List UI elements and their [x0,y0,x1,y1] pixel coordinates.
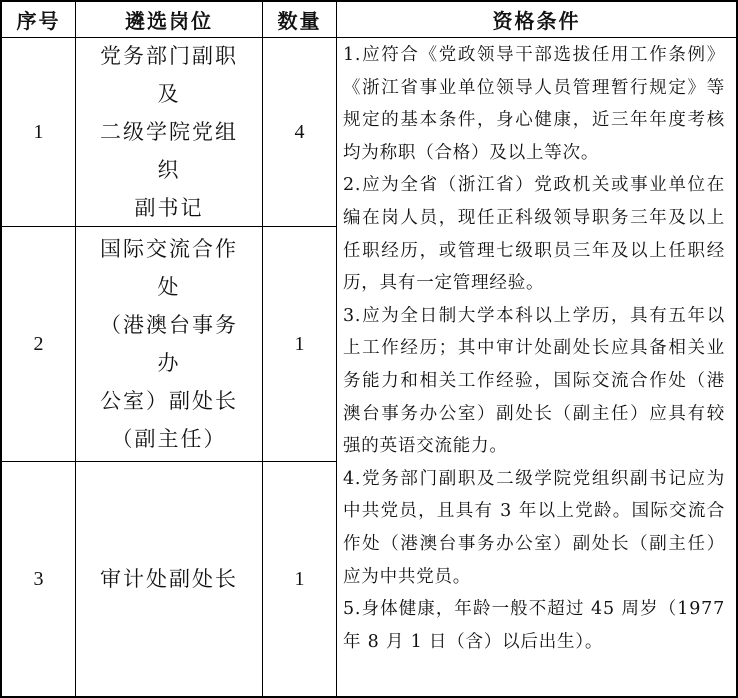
header-seq: 序号 [16,9,61,33]
row-2-count: 1 [294,332,305,355]
header-position: 遴选岗位 [125,9,213,33]
header-count: 数量 [277,9,322,33]
row-1-seq: 1 [33,120,44,143]
row-3-seq: 3 [33,567,44,590]
row-2-position-line: （港澳台事务办 [100,313,238,375]
row-1-count: 4 [294,120,305,143]
row-3-count: 1 [294,567,305,590]
requirement-item: 1.应符合《党政领导干部选拔任用工作条例》《浙江省事业单位领导人员管理暂行规定》等规定的基本条件，身心健康，近三年年度考核均为称职（合格）及以上等次。 [343,45,725,163]
row-1-position-line: 二级学院党组织 [100,120,238,182]
header-requirements: 资格条件 [492,9,581,33]
row-1-position-line: 副书记 [134,196,204,220]
row-3-position-line: 审计处副处长 [100,567,238,591]
row-2-position [76,227,262,461]
row-2-position-line: 国际交流合作处 [100,237,238,299]
row-2-position-line: 公室）副处长 [100,389,238,413]
requirement-item: 4.党务部门副职及二级学院党组织副书记应为中共党员，且具有 3 年以上党龄。国际交流合作处（港澳台事务办公室）副处长（副主任）应为中共党员。 [343,468,725,587]
row-1-position [76,38,262,226]
row-1-position-line: 党务部门副职及 [100,44,238,106]
requirement-item: 2.应为全省（浙江省）党政机关或事业单位在编在岗人员，现任正科级领导职务三年及以上任职经历，或管理七级职员三年及以上任职经历，具有一定管理经验。 [343,175,725,294]
requirement-item: 3.应为全日制大学本科以上学历，具有五年以上工作经历；其中审计处副处长应具备相关业务能力和相关工作经验，国际交流合作处（港澳台事务办公室）副处长（副主任）应具有较强的英语交流能力。 [343,305,725,457]
requirements-cell [337,38,735,696]
row-2-position-line: （副主任） [111,427,227,451]
row-3-position [76,462,262,696]
requirement-item: 5.身体健康，年龄一般不超过 45 周岁（1977 年 8 月 1 日（含）以后出生）。 [343,599,726,652]
row-2-seq: 2 [33,332,44,355]
